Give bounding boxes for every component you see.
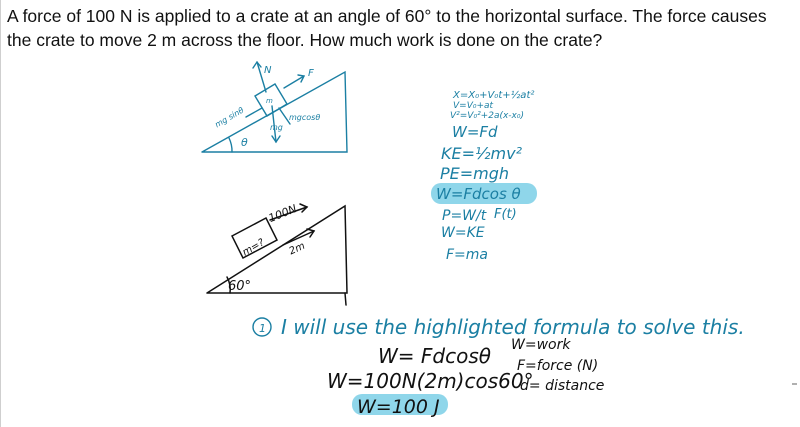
- solution-statement: I will use the highlighted formula to solve this.: [281, 315, 745, 339]
- mass-label-bottom: m=?: [240, 237, 267, 259]
- angle-label-bottom: 60°: [228, 279, 252, 294]
- question-line-1: A force of 100 N is applied to a crate at an angle of 60° to the horizontal surface. The force causes: [7, 6, 767, 26]
- mgsin-arrow: [246, 108, 262, 117]
- legend-d: d= distance: [520, 378, 605, 394]
- formula-work: W=Fd: [452, 123, 498, 141]
- solution-answer: W=100 J: [357, 396, 440, 418]
- step-number: 1: [259, 322, 266, 335]
- formula-kinematics-2: V=V₀+at: [453, 101, 494, 111]
- force-label-bottom: 100N: [266, 201, 299, 225]
- formula-kinematics-3: V²=V₀²+2a(x-x₀): [450, 111, 524, 121]
- mgsin-label: mg sinθ: [213, 105, 246, 130]
- formula-work-angle: W=Fdcos θ: [436, 185, 521, 203]
- distance-label: 2m: [287, 240, 307, 258]
- legend-f: F=force (N): [517, 358, 599, 374]
- formula-kinematics-1: X=X₀+V₀t+½at²: [453, 90, 535, 101]
- solution-block: [253, 315, 745, 418]
- mgcos-label: mgcosθ: [289, 113, 321, 122]
- formula-pe: PE=mgh: [440, 164, 510, 183]
- formula-list: [436, 89, 534, 263]
- normal-label: N: [264, 65, 272, 76]
- scroll-indicator[interactable]: [792, 383, 797, 385]
- question-line-2: the crate to move 2 m across the floor. How much work is done on the crate?: [7, 30, 603, 50]
- incline-diagram-top: [202, 62, 347, 152]
- theta-label-top: θ: [241, 136, 248, 149]
- mass-label-top: m: [266, 97, 273, 105]
- formula-newton: F=ma: [446, 247, 488, 263]
- legend-w: W=work: [511, 337, 571, 353]
- formula-power: P=W/t: [442, 208, 487, 224]
- formula-force-t: F(t): [494, 207, 517, 222]
- solution-substitution: W=100N(2m)cos60°: [327, 369, 534, 393]
- angle-arc-top: [229, 138, 232, 152]
- mg-label: mg: [270, 123, 283, 132]
- solution-formula: W= Fdcosθ: [378, 344, 491, 368]
- formula-ke: KE=½mv²: [441, 144, 522, 163]
- force-label: F: [308, 68, 314, 79]
- formula-work-energy: W=KE: [441, 225, 485, 241]
